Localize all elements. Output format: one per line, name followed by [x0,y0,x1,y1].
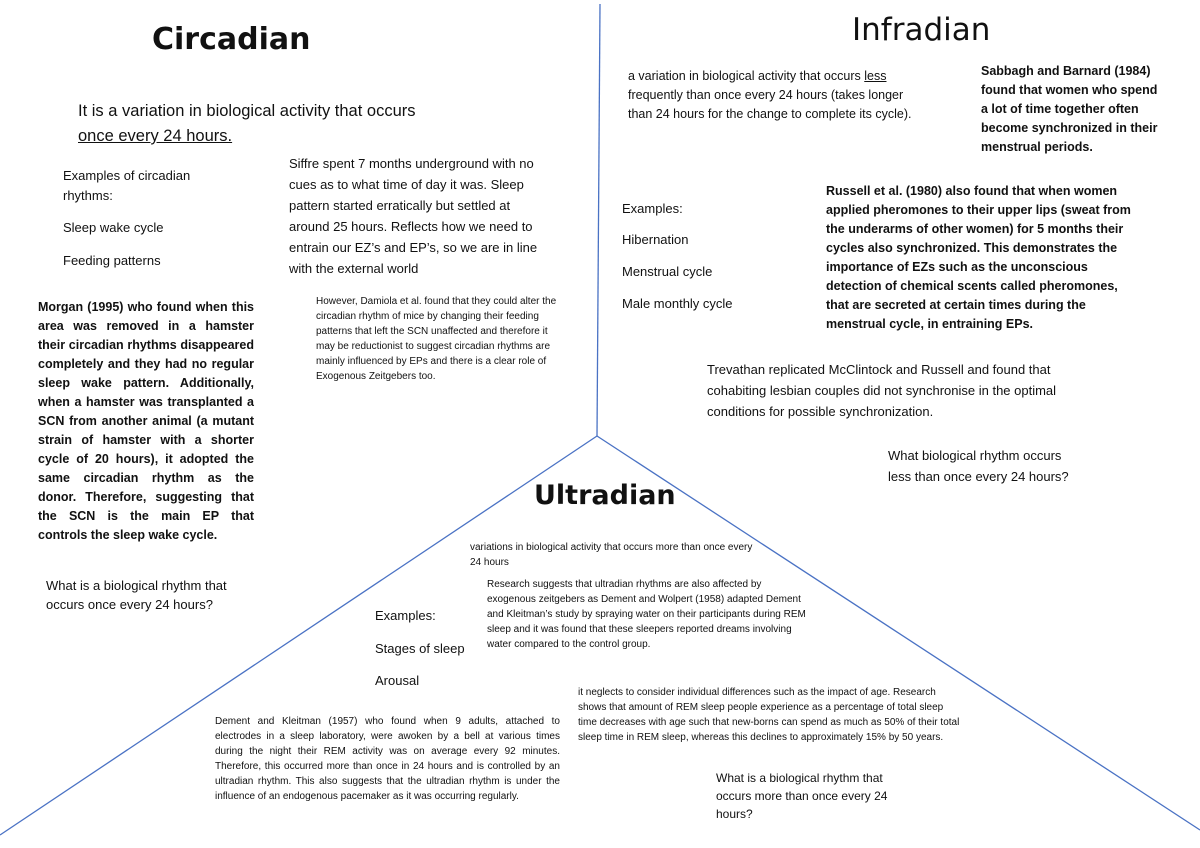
infradian-example-2: Menstrual cycle [622,264,713,279]
individual-differences: it neglects to consider individual differences such as the impact of age. Research shows that amount of REM sleep people experience as a percentage of total sleep time decreases with age such that new-borns can spend as much as 50% of their total sleep time in REM sleep, whereas this declines to approximately 15% by 50 years. [578,687,960,743]
circadian-question: What is a biological rhythm that occurs once every 24 hours? [46,578,227,612]
damiola-study: However, Damiola et al. found that they could alter the circadian rhythm of mice by changing their feeding patterns that left the SCN unaffected and therefore it may be reductionist to suggest circadian rhythms are mainly influenced by EPs and there is a clear role of Exogenous Zeitgebers too. [316,296,557,382]
ultradian-example-1: Stages of sleep [375,641,465,656]
infradian-definition-emphasis: less [864,69,887,83]
infradian-examples-heading: Examples: [622,201,683,216]
circadian-title: Circadian [152,22,311,57]
ultradian-examples-heading: Examples: [375,608,436,623]
siffre-study: Siffre spent 7 months underground with no cues as to what time of day it was. Sleep pattern started erratically but settled at around 25 hours. Reflects how we need to entrain our EZ’s and EP’s, so we are in line with the external world [289,156,538,276]
infradian-definition [628,67,928,124]
sabbagh-study: Sabbagh and Barnard (1984) found that women who spend a lot of time together often become synchronized in their menstrual periods. [981,64,1158,154]
circadian-examples-heading: Examples of circadian rhythms: [63,168,191,203]
circadian-definition [78,99,478,149]
infradian-definition-lead: a variation in biological activity that occurs [628,69,861,83]
dement-kleitman-study: Dement and Kleitman (1957) who found when 9 adults, attached to electrodes in a sleep laboratory, were awoken by a bell at various times during the night their REM activity was on average every 92 minutes. Therefore, this occurred more than once in 24 hours and is controlled by an ultradian rhythm. This also suggests that the ultradian rhythm is under the influence of an endogenous pacemaker as it was occurring regularly. [215,716,560,802]
circadian-example-2: Feeding patterns [63,253,161,268]
circadian-example-1: Sleep wake cycle [63,220,164,235]
dement-wolpert-study: Research suggests that ultradian rhythms are also affected by exogenous zeitgebers as Dement and Wolpert (1958) adapted Dement and Kleitman’s study by spraying water on their participants during REM sleep and it was found that these sleepers reported dreams involving water compared to the control group. [487,579,806,650]
infradian-definition-rest: frequently than once every 24 hours (takes longer than 24 hours for the change to complete its cycle). [628,88,912,121]
circadian-definition-lead: It is a variation in biological activity that occurs [78,102,416,120]
ultradian-example-2: Arousal [375,673,420,688]
infradian-example-3: Male monthly cycle [622,296,733,311]
morgan-study: Morgan (1995) who found when this area was removed in a hamster their circadian rhythms disappeared completely and they had no regular sleep wake pattern. Additionally, when a hamster was transplanted a SCN from another animal (a mutant strain of hamster with a shorter cycle of 20 hours), it adopted the same circadian rhythm as the donor. Therefore, suggesting that the SCN is the main EP that controls the sleep wake cycle. [38,300,254,542]
ultradian-definition: variations in biological activity that occurs more than once every 24 hours [470,542,753,568]
infradian-title: Infradian [852,12,991,48]
ultradian-question: What is a biological rhythm that occurs more than once every 24 hours? [716,771,888,821]
circadian-definition-emphasis: once every 24 hours. [78,127,233,145]
trevathan-study: Trevathan replicated McClintock and Russell and found that cohabiting lesbian couples did not synchronise in the optimal conditions for possible synchronization. [707,362,1057,419]
infradian-question: What biological rhythm occurs less than once every 24 hours? [888,448,1069,484]
ultradian-title: Ultradian [534,480,676,511]
divider-vertical [597,4,600,436]
infradian-example-1: Hibernation [622,232,689,247]
russell-study: Russell et al. (1980) also found that when women applied pheromones to their upper lips (sweat from the underarms of other women) for 5 months their cycles also synchronized. This demonstrates the importance of EZs such as the unconscious detection of chemical scents called pheromones, that are secreted at certain times during the menstrual cycle, in entraining EPs. [826,184,1131,331]
